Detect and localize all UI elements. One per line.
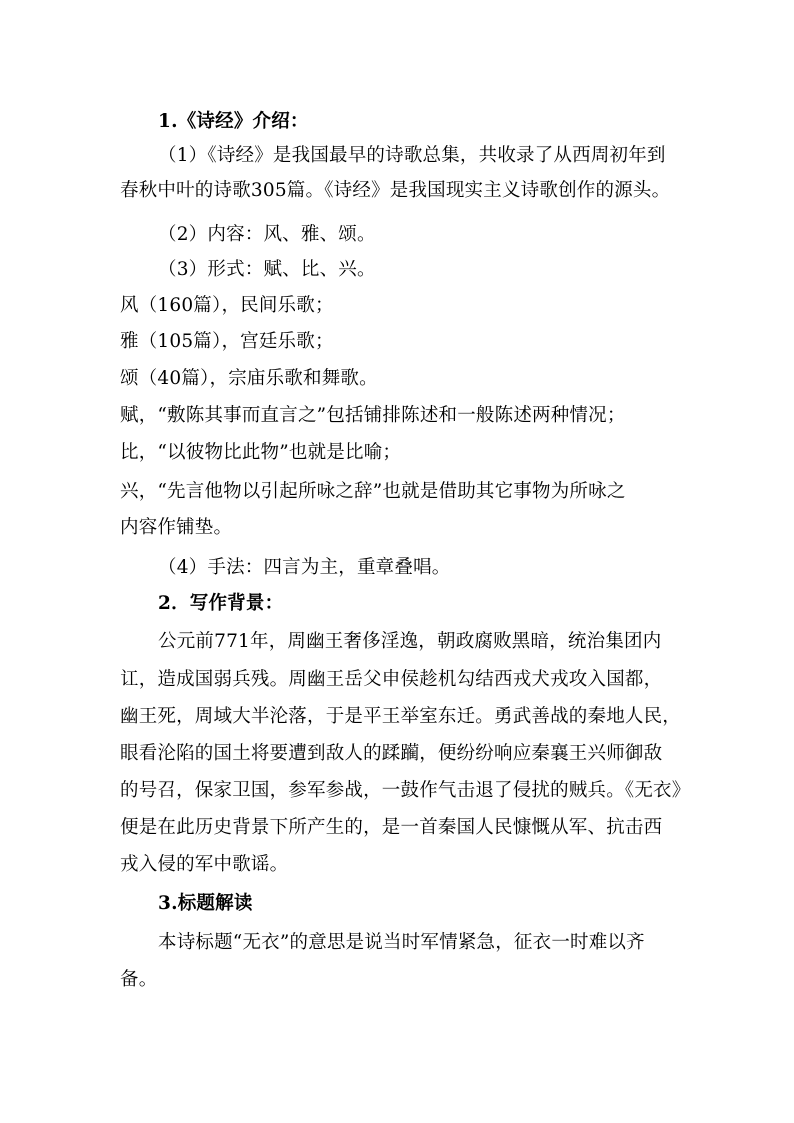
- background-line-6: 便是在此历史背景下所产生的，是一首秦国人民慷慨从军、抗击西: [120, 817, 663, 838]
- section-2-heading: 2．写作背景：: [158, 593, 284, 614]
- background-line-7: 戎入侵的军中歌谣。: [120, 854, 289, 875]
- background-line-1: 公元前771年，周幽王奢侈淫逸，朝政腐败黑暗，统治集团内: [158, 631, 662, 652]
- bi-line: 比，“以彼物比此物”也就是比喻；: [120, 442, 402, 463]
- section-1-paragraph-2: （2）内容：风、雅、颂。: [158, 224, 376, 245]
- ya-line: 雅（105篇），宫廷乐歌；: [120, 331, 334, 352]
- section-1-heading: 1.《诗经》介绍：: [158, 111, 309, 132]
- background-line-3: 幽王死，周域大半沦落，于是平王举室东迁。勇武善战的秦地人民，: [120, 706, 682, 727]
- section-1-paragraph-3: （3）形式：赋、比、兴。: [158, 259, 376, 280]
- feng-line: 风（160篇），民间乐歌；: [120, 295, 334, 316]
- xing-line-1: 兴，“先言他物以引起所咏之辞”也就是借助其它事物为所咏之: [120, 481, 626, 502]
- background-line-5: 的号召，保家卫国，参军参战，一鼓作气击退了侵扰的贼兵。《无衣》: [120, 780, 691, 801]
- xing-line-2: 内容作铺垫。: [120, 517, 233, 538]
- title-interpretation-line-2: 备。: [120, 969, 158, 990]
- fu-line: 赋，“敷陈其事而直言之”包括铺排陈述和一般陈述两种情况；: [120, 405, 626, 426]
- section-3-heading: 3.标题解读: [158, 893, 253, 914]
- section-1-paragraph-1-line-2: 春秋中叶的诗歌305篇。《诗经》是我国现实主义诗歌创作的源头。: [120, 180, 671, 201]
- title-interpretation-line-1: 本诗标题“无衣”的意思是说当时军情紧急，征衣一时难以齐: [158, 932, 645, 953]
- background-line-4: 眼看沦陷的国土将要遭到敌人的蹂躏，便纷纷响应秦襄王兴师御敌: [120, 743, 663, 764]
- section-1-paragraph-1-line-1: （1）《诗经》是我国最早的诗歌总集，共收录了从西周初年到: [158, 145, 666, 166]
- section-1-paragraph-4: （4）手法：四言为主，重章叠唱。: [158, 557, 451, 578]
- background-line-2: 讧，造成国弱兵残。周幽王岳父申侯趁机勾结西戎犬戎攻入国都，: [120, 669, 663, 690]
- song-line: 颂（40篇），宗庙乐歌和舞歌。: [120, 368, 378, 389]
